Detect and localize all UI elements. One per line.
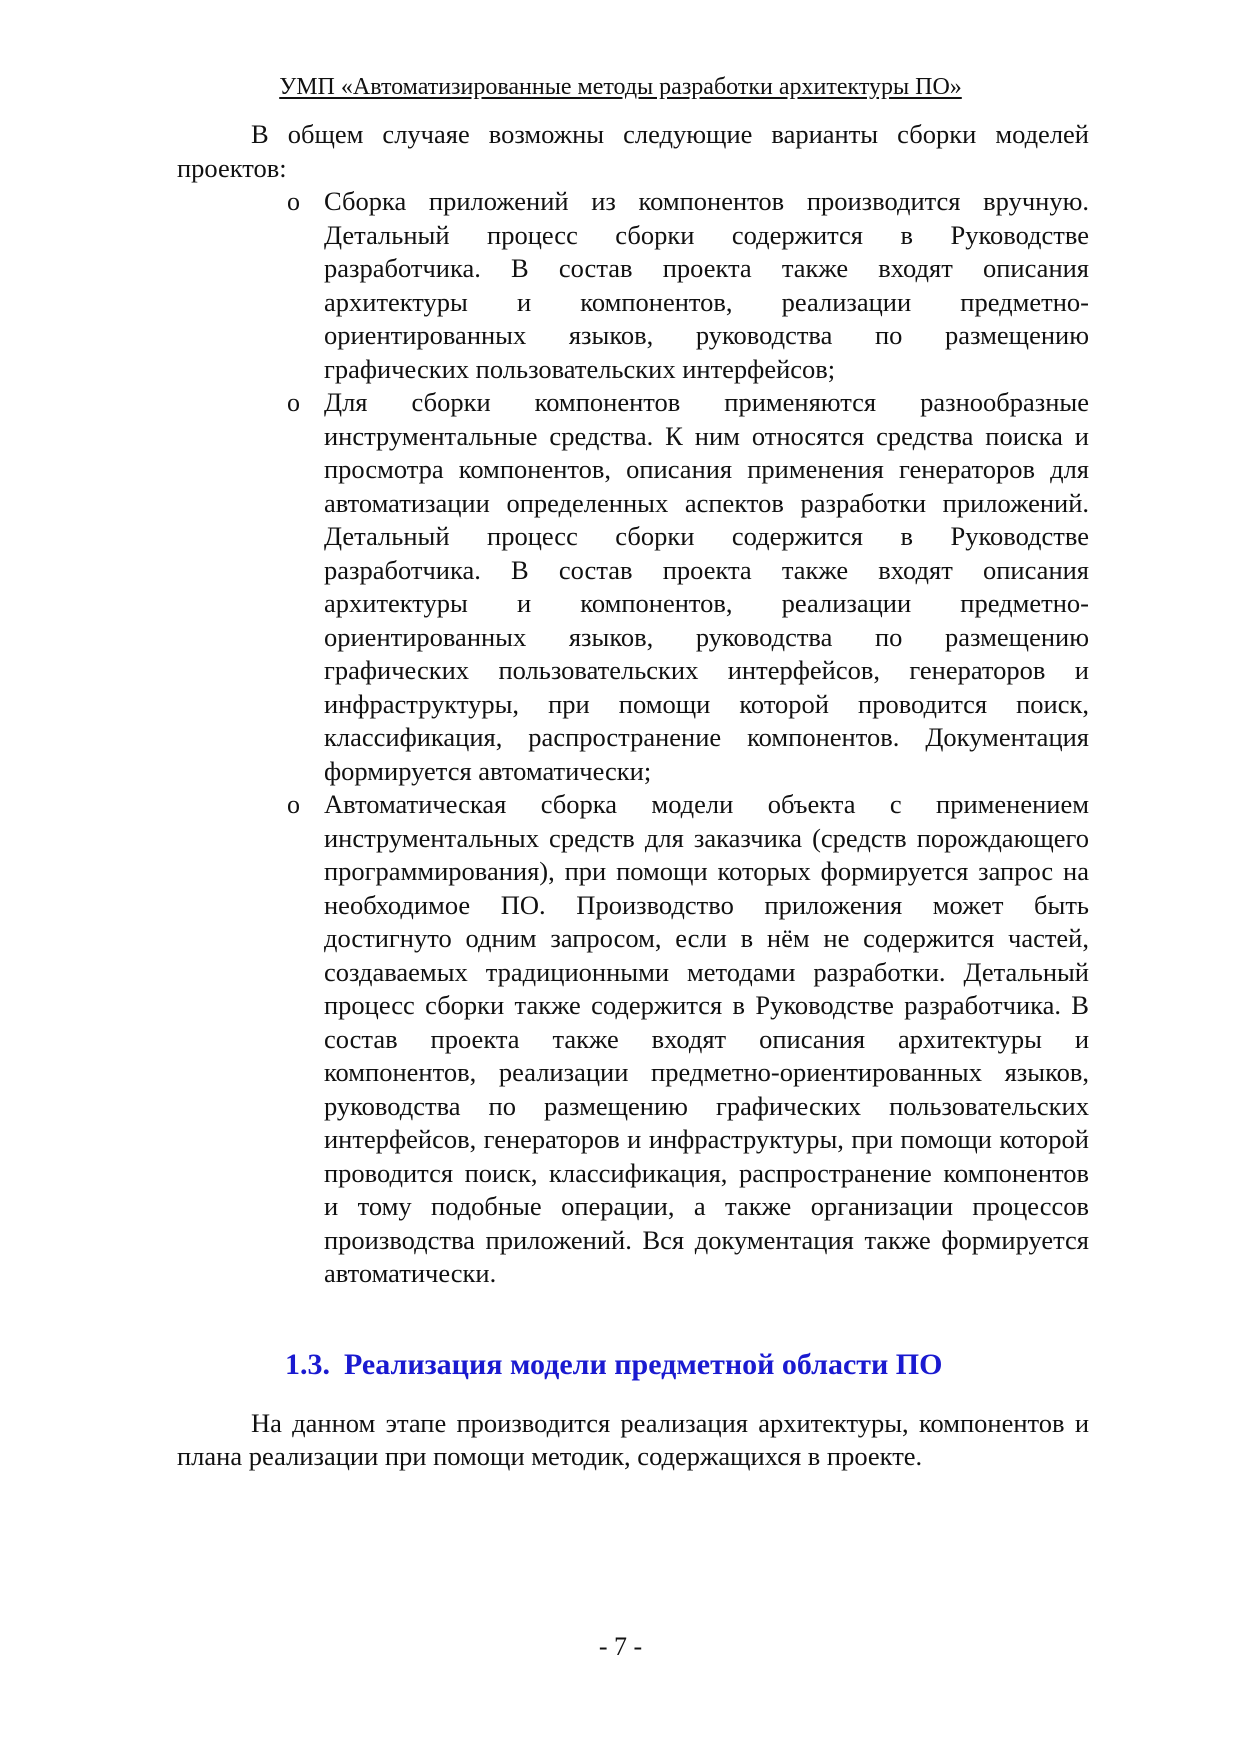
list-item bbox=[287, 788, 1089, 1291]
bullet-circle-icon: o bbox=[287, 790, 300, 819]
section-heading bbox=[177, 1345, 1089, 1385]
page-body bbox=[177, 118, 1089, 1474]
assembly-options-list bbox=[177, 185, 1089, 1291]
section-paragraph: На данном этапе производится реализация архитектуры, компонентов и плана реализации при помощи методик, содержащихся в проекте. bbox=[177, 1407, 1089, 1471]
list-item-text: Для сборки компонентов применяются разнообразные инструментальные средства. К ним относятся средства поиска и просмотра компонентов, описания применения генераторов для автоматизации определенных аспектов разработки приложений. Детальный процесс сборки содержится в Руководстве разработчика. В состав проекта также входят описания архитектуры и компонентов, реализации предметно-ориентированных языков, руководства по размещению графических пользовательских интерфейсов, генераторов и инфраструктуры, при помощи которой проводится поиск, классификация, распространение компонентов. Документация формируется автоматически; bbox=[324, 387, 1089, 786]
bullet-circle-icon: o bbox=[287, 388, 300, 417]
list-item-text: Сборка приложений из компонентов производится вручную. Детальный процесс сборки содержится в Руководстве разработчика. В состав проекта также входят описания архитектуры и компонентов, реализации предметно-ориентированных языков, руководства по размещению графических пользовательских интерфейсов; bbox=[324, 186, 1089, 384]
running-header bbox=[0, 72, 1241, 102]
section-number: 1.3. bbox=[285, 1347, 330, 1381]
list-item bbox=[287, 386, 1089, 788]
list-item-text: Автоматическая сборка модели объекта с применением инструментальных средств для заказчика (средств порождающего программирования), при помощи которых формируется запрос на необходимое ПО. Производство приложения может быть достигнуто одним запросом, если в нём не содержится частей, создаваемых традиционными методами разработки. Детальный процесс сборки также содержится в Руководстве разработчика. В состав проекта также входят описания архитектуры и компонентов, реализации предметно-ориентированных языков, руководства по размещению графических пользовательских интерфейсов, генераторов и инфраструктуры, при помощи которой проводится поиск, классификация, распространение компонентов и тому подобные операции, а также организации процессов производства приложений. Вся документация также формируется автоматически. bbox=[324, 789, 1089, 1288]
running-header-title: УМП «Автоматизированные методы разработки архитектуры ПО» bbox=[279, 74, 962, 100]
section-title: Реализация модели предметной области ПО bbox=[344, 1347, 943, 1381]
page-number: - 7 - bbox=[598, 1632, 643, 1661]
intro-paragraph: В общем случаяе возможны следующие варианты сборки моделей проектов: bbox=[177, 119, 1089, 183]
list-item bbox=[287, 185, 1089, 386]
bullet-circle-icon: o bbox=[287, 187, 300, 216]
